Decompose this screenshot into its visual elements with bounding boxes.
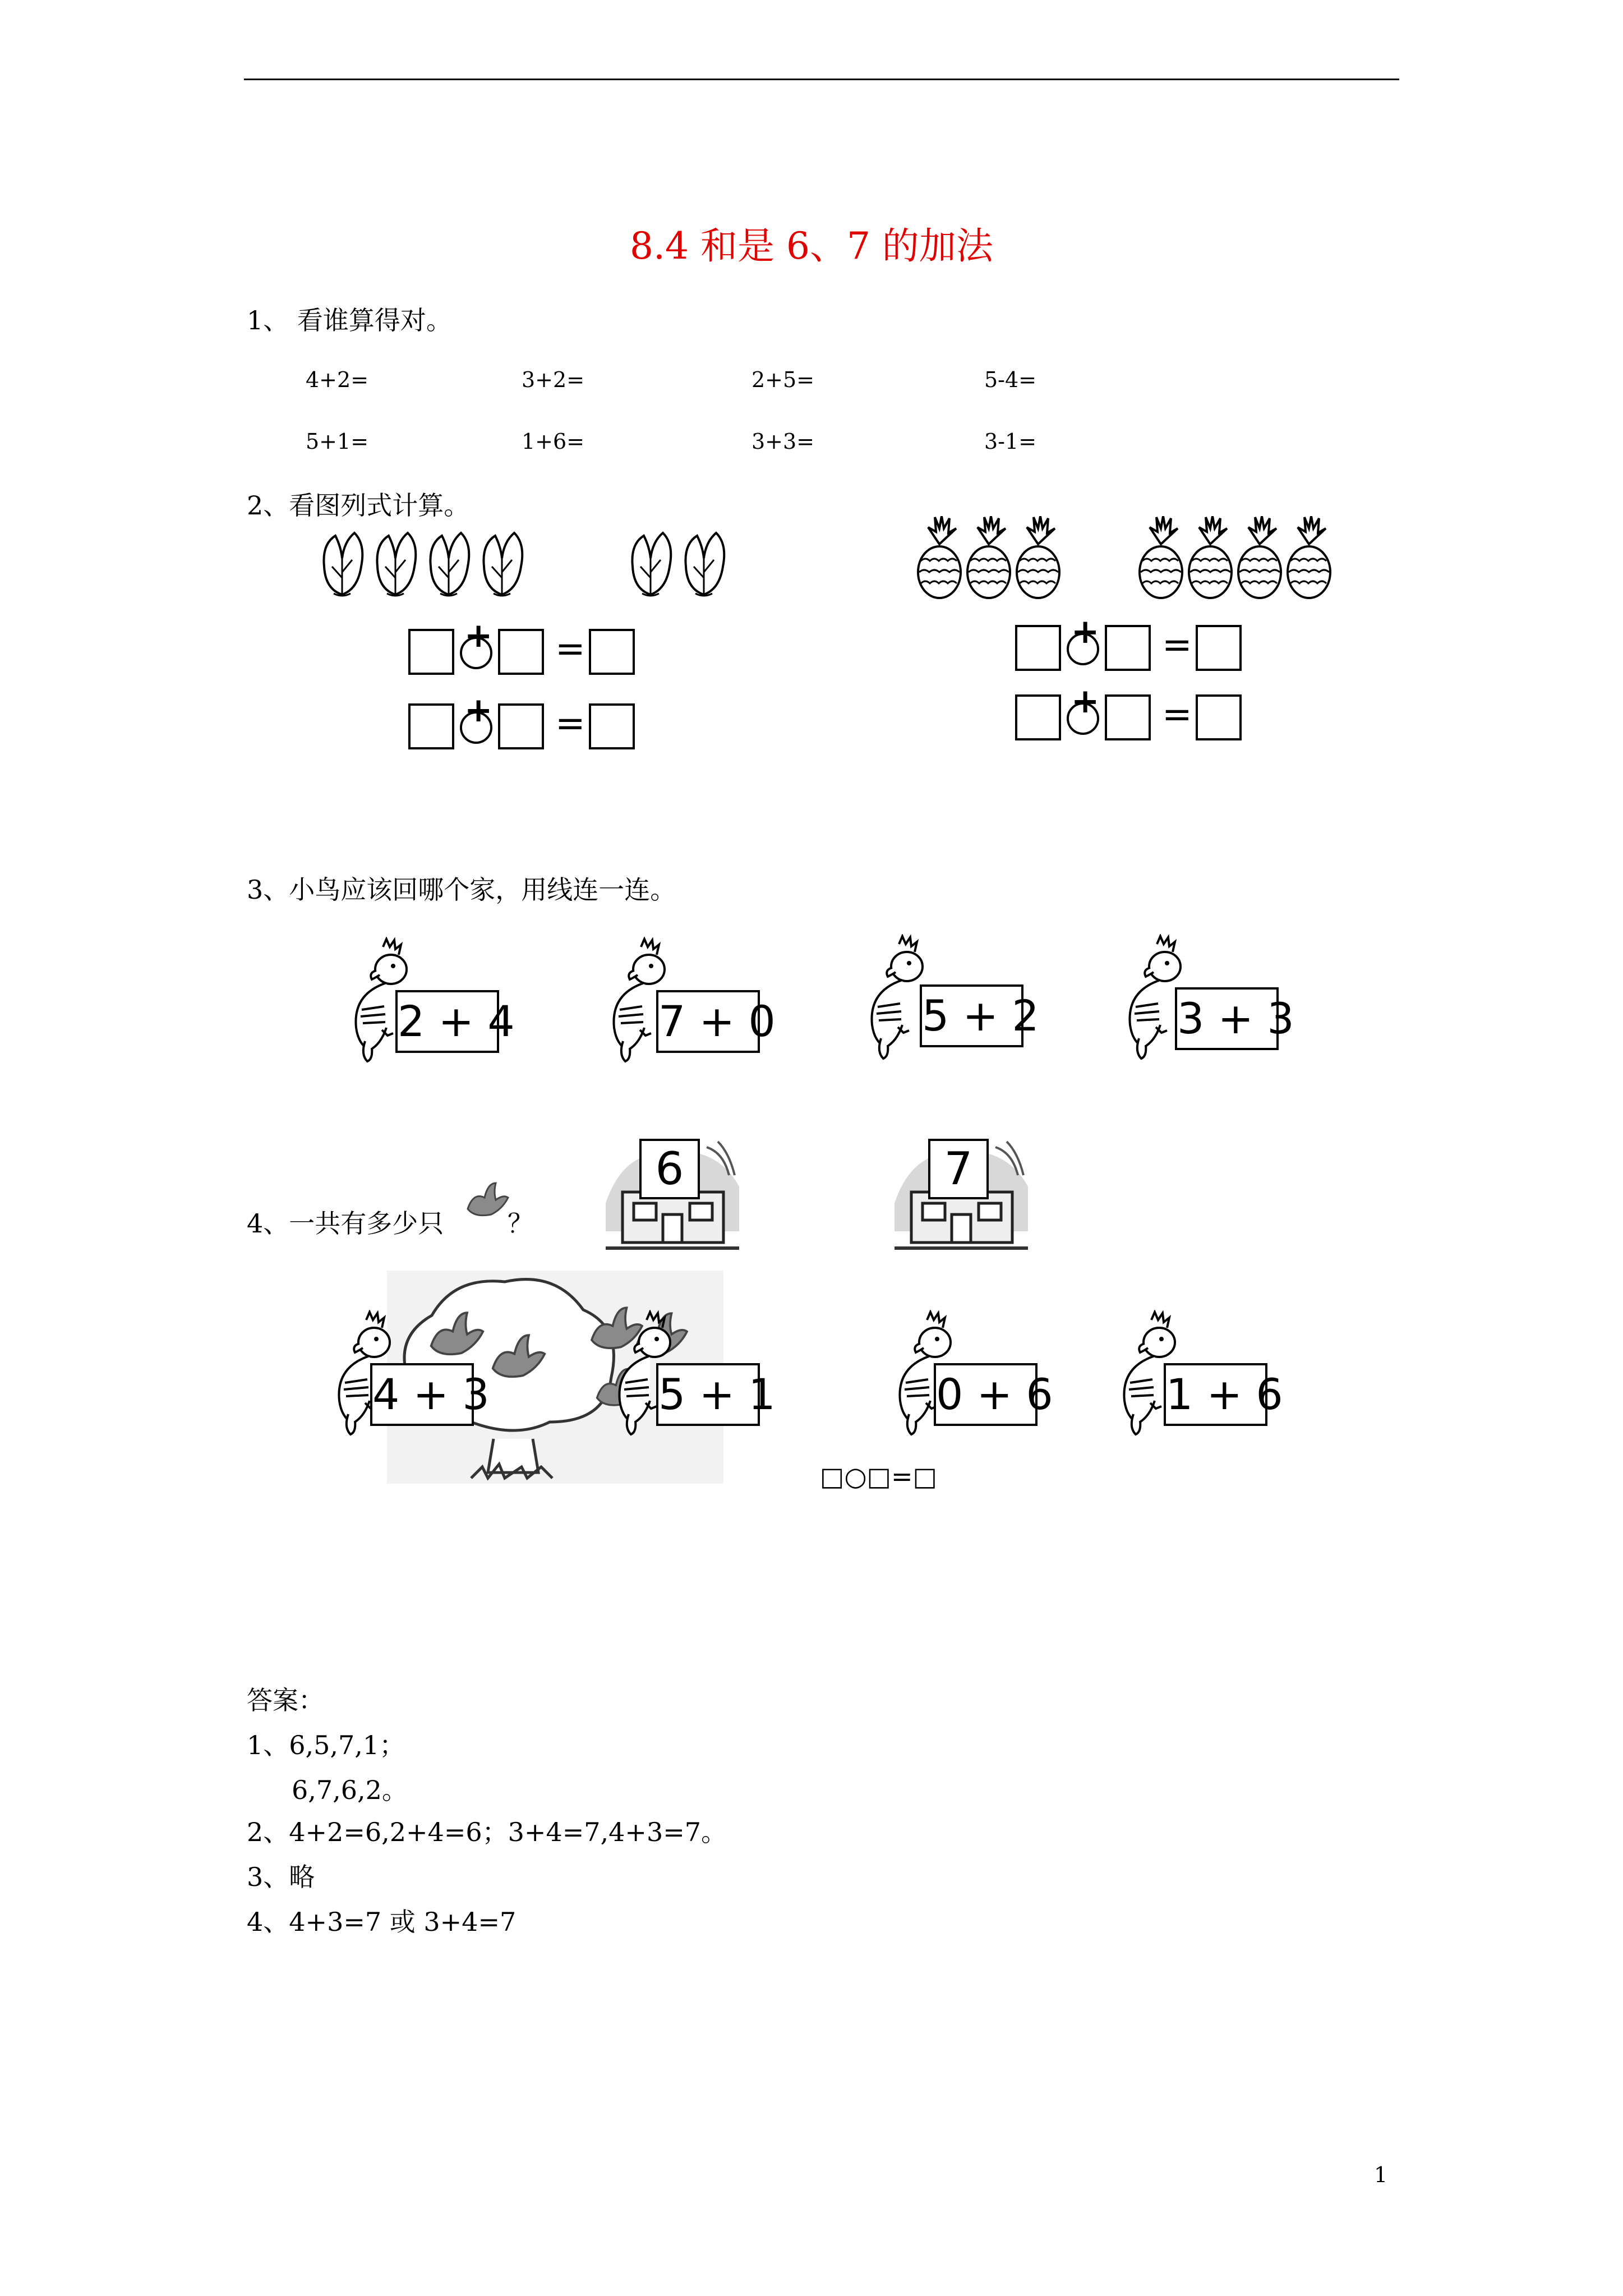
- exercise-2-2: 1+6=: [522, 429, 585, 454]
- bird-expression-4[interactable]: 3 + 3: [1175, 987, 1279, 1050]
- answer-box[interactable]: [589, 629, 635, 675]
- question-3-label: 3、小鸟应该回哪个家，用线连一连。: [247, 875, 676, 905]
- answer-box[interactable]: [498, 629, 544, 675]
- bird-expression-6[interactable]: 5 + 1: [656, 1363, 760, 1426]
- equation-frame-right-2: [1015, 682, 1251, 747]
- answer-box[interactable]: [1015, 625, 1061, 671]
- plus-sign: +: [464, 691, 493, 730]
- answer-box[interactable]: [1105, 625, 1151, 671]
- answer-box[interactable]: [1196, 694, 1242, 740]
- answer-box[interactable]: [1105, 694, 1151, 740]
- answer-box[interactable]: [1015, 694, 1061, 740]
- exercise-2-3: 3+3=: [751, 429, 815, 454]
- page-title: 8.4 和是 6、7 的加法: [630, 224, 993, 268]
- plus-sign: +: [1071, 612, 1100, 651]
- small-bird-icon: [465, 1181, 510, 1220]
- equals-sign: =: [555, 703, 585, 744]
- equation-blank[interactable]: □○□=□: [820, 1461, 938, 1492]
- bird-expression-3[interactable]: 5 + 2: [920, 984, 1023, 1047]
- exercise-1-4: 5-4=: [984, 367, 1037, 392]
- answer-box[interactable]: [408, 703, 454, 749]
- answer-line-5: 4、4+3=7 或 3+4=7: [247, 1907, 517, 1937]
- pineapple-icon: [1136, 516, 1343, 600]
- exercise-2-4: 3-1=: [984, 429, 1037, 454]
- equals-sign: =: [1162, 624, 1192, 666]
- exercise-2-1: 5+1=: [306, 429, 369, 454]
- answer-box[interactable]: [408, 629, 454, 675]
- bird-expression-7[interactable]: 0 + 6: [934, 1363, 1038, 1426]
- answers-heading: 答案：: [247, 1685, 324, 1715]
- exercise-1-2: 3+2=: [522, 367, 585, 392]
- equation-frame-left-2: [408, 691, 644, 756]
- house-number-6[interactable]: 6: [639, 1139, 700, 1199]
- cabbage-icon: [317, 527, 536, 603]
- bird-expression-8[interactable]: 1 + 6: [1164, 1363, 1267, 1426]
- answer-line-1: 1、6,5,7,1；: [247, 1730, 405, 1760]
- house-number-7[interactable]: 7: [928, 1139, 989, 1199]
- exercise-1-1: 4+2=: [306, 367, 369, 392]
- equation-frame-right-1: [1015, 612, 1251, 678]
- answer-box[interactable]: [589, 703, 635, 749]
- exercise-1-3: 2+5=: [751, 367, 815, 392]
- bird-expression-5[interactable]: 4 + 3: [370, 1363, 474, 1426]
- page-number: 1: [1374, 2162, 1388, 2187]
- bird-expression-1[interactable]: 2 + 4: [395, 990, 499, 1053]
- cabbage-group-right: [625, 527, 749, 603]
- question-mark: ？: [508, 1208, 533, 1239]
- equation-frame-left-1: [408, 616, 644, 682]
- answer-box[interactable]: [498, 703, 544, 749]
- question-4-label: 4、一共有多少只: [247, 1208, 444, 1239]
- answer-box[interactable]: [1196, 625, 1242, 671]
- top-rule: [244, 79, 1399, 80]
- equals-sign: =: [1162, 694, 1192, 735]
- equals-sign: =: [555, 628, 585, 670]
- question-1-label: 1、 看谁算得对。: [247, 305, 452, 335]
- question-2-label: 2、看图列式计算。: [247, 490, 470, 521]
- bird-expression-2[interactable]: 7 + 0: [656, 990, 760, 1053]
- answer-line-2: 6,7,6,2。: [292, 1775, 408, 1805]
- answer-line-4: 3、略: [247, 1862, 315, 1892]
- pineapple-group-right: [1136, 516, 1343, 600]
- pineapple-group-left: [914, 516, 1071, 600]
- plus-sign: +: [464, 616, 493, 655]
- cabbage-group-left: [317, 527, 536, 603]
- plus-sign: +: [1071, 682, 1100, 721]
- pineapple-icon: [914, 516, 1071, 600]
- answer-line-3: 2、4+2=6,2+4=6；3+4=7,4+3=7。: [247, 1817, 727, 1847]
- cabbage-icon: [625, 527, 749, 603]
